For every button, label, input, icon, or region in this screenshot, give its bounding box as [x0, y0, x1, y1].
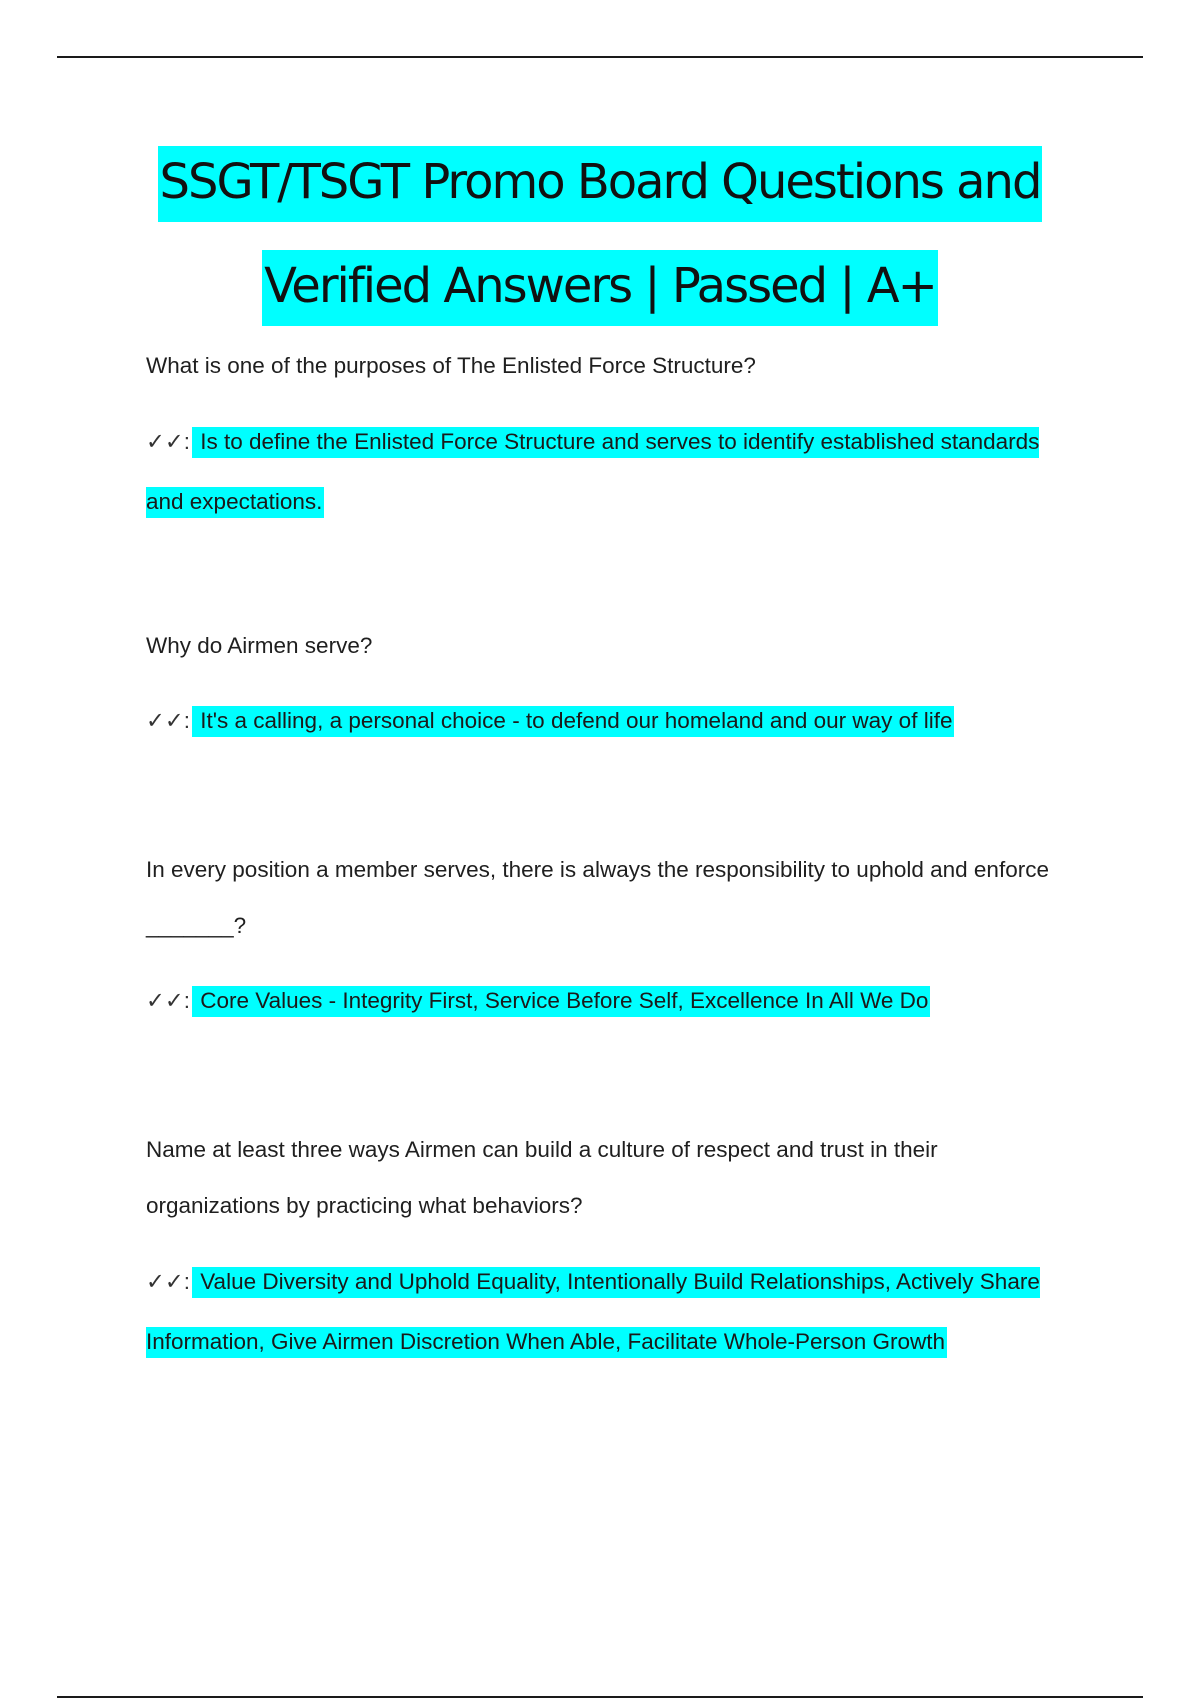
answer-2-text: It's a calling, a personal choice - to defend our homeland and our way of life: [192, 706, 955, 737]
footer-rule: [57, 1696, 1143, 1698]
question-4: Name at least three ways Airmen can build a culture of respect and trust in their organizations by practicing what behaviors?: [146, 1137, 938, 1218]
answer-1-text: Is to define the Enlisted Force Structure and serves to identify established standards and expectations.: [146, 427, 1039, 518]
check-icon: ✓✓:: [146, 988, 190, 1013]
check-icon: ✓✓:: [146, 708, 190, 733]
title-highlight-1: SSGT/TSGT Promo Board Questions and: [158, 146, 1043, 222]
title-highlight-2: Verified Answers | Passed | A+: [262, 250, 938, 326]
question-3: In every position a member serves, there is always the responsibility to uphold and enforce _______?: [146, 857, 1049, 938]
question-2: Why do Airmen serve?: [146, 633, 373, 658]
answer-4: [146, 1252, 1056, 1372]
answer-3-text: Core Values - Integrity First, Service Before Self, Excellence In All We Do: [192, 986, 930, 1017]
question-1: What is one of the purposes of The Enlisted Force Structure?: [146, 353, 756, 378]
answer-2: [146, 691, 1056, 751]
header-rule: [57, 56, 1143, 58]
answer-3: [146, 971, 1056, 1031]
check-icon: ✓✓:: [146, 429, 190, 454]
check-icon: ✓✓:: [146, 1269, 190, 1294]
document-title-line-2: [0, 258, 1200, 314]
answer-1: [146, 412, 1056, 532]
answer-4-text: Value Diversity and Uphold Equality, Intentionally Build Relationships, Actively Share Information, Give Airmen Discretion When Able, Facilitate Whole-Person Growth: [146, 1267, 1040, 1358]
document-title-line-1: [0, 154, 1200, 210]
